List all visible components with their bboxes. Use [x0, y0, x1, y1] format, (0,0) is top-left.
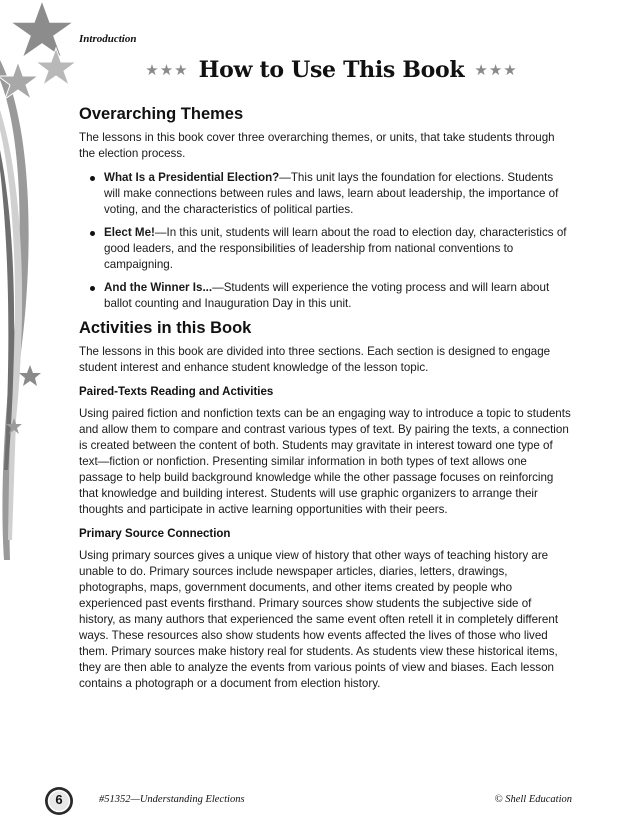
overarching-themes-heading: Overarching Themes — [79, 105, 244, 123]
page-footer — [0, 786, 644, 816]
theme-term: And the Winner Is... — [104, 281, 213, 294]
section-label: Introduction — [79, 33, 137, 45]
activities-heading: Activities in this Book — [79, 319, 252, 337]
main-content — [79, 106, 571, 700]
bullet-icon — [90, 231, 95, 236]
theme-text: —In this unit, students will learn about the road to election day, characteristics of good leaders, and the responsibilities of leadership from national conventions to campaigning. — [104, 226, 567, 271]
title-stars-right: ★★★ — [474, 62, 518, 79]
activities-intro: The lessons in this book are divided into three sections. Each section is designed to engage student interest and enhance student knowledge of the lesson topic. — [79, 345, 551, 374]
book-id: #51352—Understanding Elections — [99, 794, 245, 805]
title-row — [79, 57, 584, 83]
activities-section — [79, 320, 571, 692]
overarching-themes-intro: The lessons in this book cover three overarching themes, or units, that take students through the election process. — [79, 131, 555, 160]
page-number: 6 — [55, 792, 63, 807]
page-title: How to Use This Book — [198, 57, 465, 83]
theme-text: —Students will experience the voting process and will learn about ballot counting and Inauguration Day in this unit. — [104, 281, 550, 310]
publisher: © Shell Education — [494, 794, 572, 805]
theme-term: Elect Me! — [104, 226, 155, 239]
list-item — [104, 225, 571, 273]
list-item — [104, 280, 571, 312]
paired-texts-heading: Paired-Texts Reading and Activities — [79, 386, 274, 398]
bullet-icon — [90, 176, 95, 181]
primary-source-heading: Primary Source Connection — [79, 528, 231, 540]
paired-texts-body: Using paired fiction and nonfiction texts can be an engaging way to introduce a topic to students and allow them to compare and contrast various types of text. By pairing the texts, a connection is created between the content of both. Students may gravitate in interest toward one type of text—fiction or nonfiction. Presenting similar information in both types of text allows one passage to help build background knowledge while the other passage focuses on reinforcing that knowledge and building interest. Students will use graphic organizers to arrange their thoughts and participate in active learning opportunities with their peers. — [79, 407, 571, 516]
theme-text: —This unit lays the foundation for elections. Students will make connections between rules and laws, learn about leadership, the importance of voting, and the characteristics of political parties. — [104, 171, 559, 216]
stars-and-stripes-decoration — [0, 0, 90, 560]
primary-source-body: Using primary sources gives a unique view of history that other ways of teaching history are unable to do. Primary sources include newspaper articles, diaries, letters, drawings, photographs, maps, government documents, and other items created by people who experienced past events firsthand. Primary sources show students the subjective side of history, as many authors that experienced the same event often retell it in completely different ways. These resources also show students how events affected the lives of those who lived them. Primary sources make history real for students. As students view these historical items, they are then able to analyze the events from various points of view and biases. Each lesson contains a photograph or a document from election history. — [79, 549, 559, 690]
theme-term: What Is a Presidential Election? — [104, 171, 280, 184]
list-item — [104, 170, 571, 218]
themes-list — [79, 170, 571, 312]
title-stars-left: ★★★ — [145, 62, 189, 79]
bullet-icon — [90, 286, 95, 291]
